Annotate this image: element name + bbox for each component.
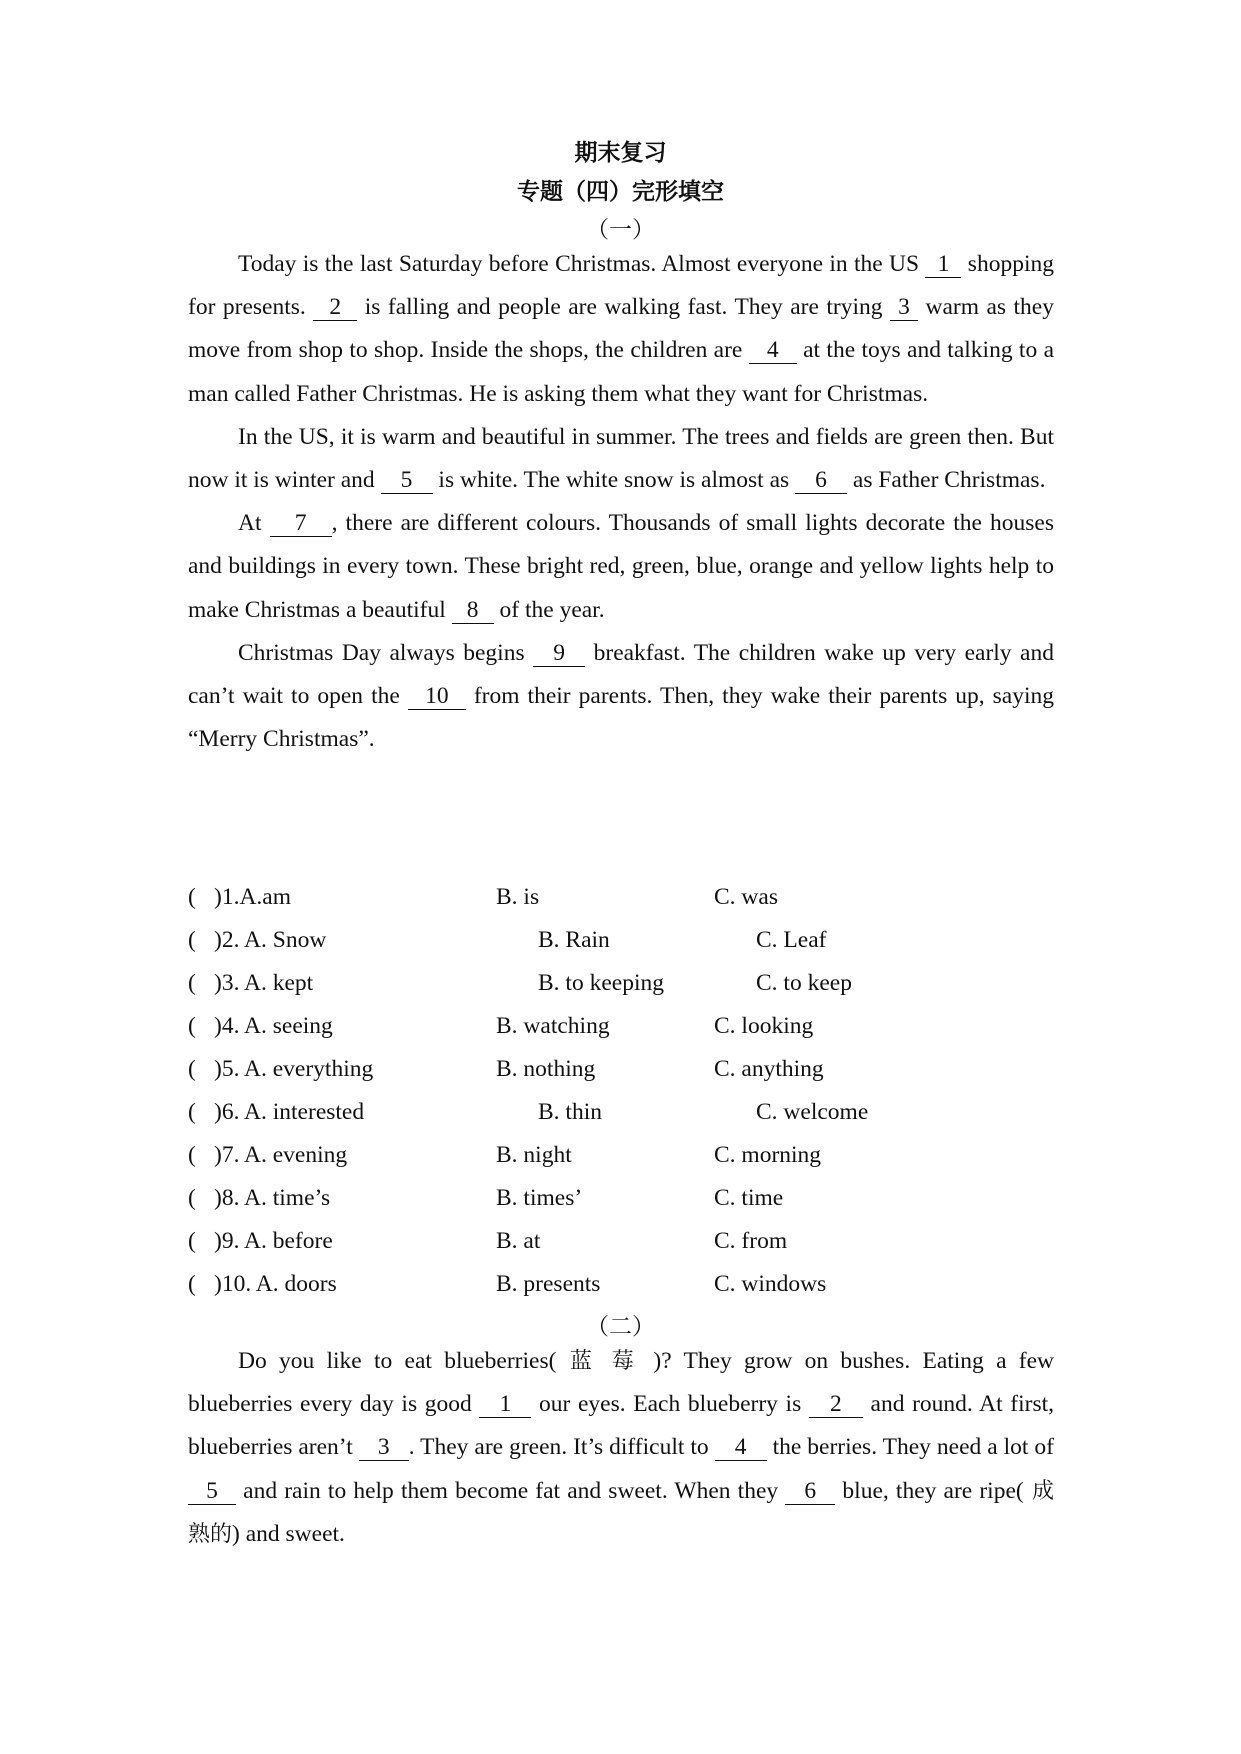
answer-paren: ( [188, 1056, 196, 1082]
question-row-1 [188, 876, 1054, 919]
text-run: is white. The white snow is almost as [432, 467, 796, 494]
option-b: B. Rain [538, 927, 610, 953]
blank-8: 8 [452, 597, 494, 624]
option-c: C. windows [714, 1271, 827, 1297]
option-a: )1.A.am [214, 884, 292, 910]
question-row-7 [188, 1134, 1054, 1177]
blank-6: 6 [795, 467, 847, 494]
option-b: B. times’ [496, 1185, 583, 1211]
answer-paren: ( [188, 970, 196, 996]
question-row-3 [188, 962, 1054, 1005]
option-a: )6. A. interested [214, 1099, 365, 1125]
option-b: B. thin [538, 1099, 602, 1125]
option-c: C. Leaf [756, 927, 827, 953]
text-run: of the year. [493, 596, 605, 623]
text-run: and rain to help them become fat and sweet. When they [236, 1477, 786, 1504]
question-row-10 [188, 1263, 1054, 1306]
blank-2: 2 [313, 294, 357, 321]
option-a: )10. A. doors [214, 1271, 337, 1297]
answer-paren: ( [188, 927, 196, 953]
text-run: breakfast. The children wake up very early and can’t wait to open the [188, 639, 1054, 710]
option-c: C. time [714, 1185, 784, 1211]
text-run: and round. At first, blueberries aren’t [188, 1391, 1054, 1461]
option-a: )5. A. everything [214, 1056, 374, 1082]
passage-1-paragraph-4 [188, 632, 1054, 762]
section-1-label: （一） [586, 217, 655, 243]
question-row-2 [188, 919, 1054, 962]
option-a: )2. A. Snow [214, 927, 327, 953]
answer-paren: ( [188, 884, 196, 910]
blank-3: 3 [890, 294, 918, 321]
page-subtitle: 专题（四）完形填空 [517, 179, 724, 205]
text-run: from their parents. Then, they wake their parents up, saying “Merry Christmas”. [188, 683, 1054, 753]
text-run: Christmas Day always begins [238, 639, 534, 666]
question-row-6 [188, 1091, 1054, 1134]
text-run: At [238, 510, 270, 537]
blank-1: 1 [925, 251, 961, 278]
question-row-4 [188, 1005, 1054, 1048]
text-run: . They are green. It’s difficult to [408, 1434, 715, 1461]
option-b: B. night [496, 1142, 572, 1168]
text-run: Do you like to eat blueberries( [238, 1348, 557, 1374]
text-run: as Father Christmas. [847, 467, 1046, 494]
option-c: C. morning [714, 1142, 822, 1168]
option-c: C. welcome [756, 1099, 869, 1125]
passage-2-paragraph-1 [188, 1340, 1054, 1556]
blank-10: 10 [408, 683, 466, 710]
text-run: the berries. They need a lot of [766, 1434, 1054, 1461]
blank-9: 9 [533, 640, 585, 667]
text-run: is falling and people are walking fast. They are trying [357, 294, 890, 321]
option-b: B. nothing [496, 1056, 596, 1082]
text-run: In the US, it is warm and beautiful in summer. The trees and fields are green then. But now it is winter and [188, 423, 1054, 494]
option-b: B. is [496, 884, 540, 910]
text-run: warm as they move from shop to shop. Inside the shops, the children are [188, 294, 1054, 364]
text-run: our eyes. Each blueberry is [531, 1391, 809, 1418]
passage-1-paragraph-1 [188, 243, 1054, 416]
question-row-9 [188, 1220, 1054, 1263]
option-c: C. anything [714, 1056, 824, 1082]
passage-2 [188, 1340, 1054, 1556]
blank-3: 3 [359, 1434, 409, 1461]
answer-paren: ( [188, 1185, 196, 1211]
passage-1-paragraph-2 [188, 416, 1054, 502]
answer-paren: ( [188, 1271, 196, 1297]
text-run: )? They grow on bushes. Eating a few blueberries every day is good [188, 1348, 1054, 1418]
option-a: )4. A. seeing [214, 1013, 333, 1039]
chinese-gloss: 蓝 莓 [556, 1349, 654, 1374]
option-c: C. was [714, 884, 778, 910]
answer-paren: ( [188, 1099, 196, 1125]
text-run: blue, they are ripe( [835, 1477, 1024, 1504]
passage-1-paragraph-3 [188, 502, 1054, 632]
blank-1: 1 [479, 1391, 531, 1418]
question-row-8 [188, 1177, 1054, 1220]
text-run: ) and sweet. [232, 1520, 345, 1547]
option-b: B. presents [496, 1271, 601, 1297]
option-b: B. at [496, 1228, 541, 1254]
option-a: )3. A. kept [214, 970, 314, 996]
blank-4: 4 [715, 1434, 767, 1461]
option-a: )8. A. time’s [214, 1185, 331, 1211]
option-c: C. from [714, 1228, 788, 1254]
answer-paren: ( [188, 1013, 196, 1039]
blank-2: 2 [809, 1391, 863, 1418]
option-c: C. to keep [756, 970, 852, 996]
answer-paren: ( [188, 1142, 196, 1168]
option-c: C. looking [714, 1013, 814, 1039]
text-run: at the toys and talking to a man called Father Christmas. He is asking them what they want for Christmas. [188, 337, 1054, 407]
text-run: , there are different colours. Thousands of small lights decorate the houses and buildings in every town. These bright red, green, blue, orange and yellow lights help to make Christmas a beautiful [188, 510, 1055, 623]
page-title: 期末复习 [574, 140, 667, 166]
text-run: shopping for presents. [188, 251, 1054, 321]
blank-6: 6 [785, 1478, 835, 1505]
text-run: Today is the last Saturday before Christmas. Almost everyone in the US [238, 251, 926, 277]
blank-7: 7 [270, 510, 332, 537]
option-b: B. watching [496, 1013, 610, 1039]
answer-paren: ( [188, 1228, 196, 1254]
blank-5: 5 [381, 467, 433, 494]
option-b: B. to keeping [538, 970, 664, 996]
section-2-label: （二） [586, 1314, 655, 1340]
blank-4: 4 [749, 337, 797, 364]
question-row-5 [188, 1048, 1054, 1091]
blank-5: 5 [188, 1478, 236, 1505]
passage-1 [188, 243, 1054, 761]
option-a: )7. A. evening [214, 1142, 348, 1168]
chinese-gloss: 成熟的 [188, 1478, 1054, 1547]
option-a: )9. A. before [214, 1228, 333, 1254]
